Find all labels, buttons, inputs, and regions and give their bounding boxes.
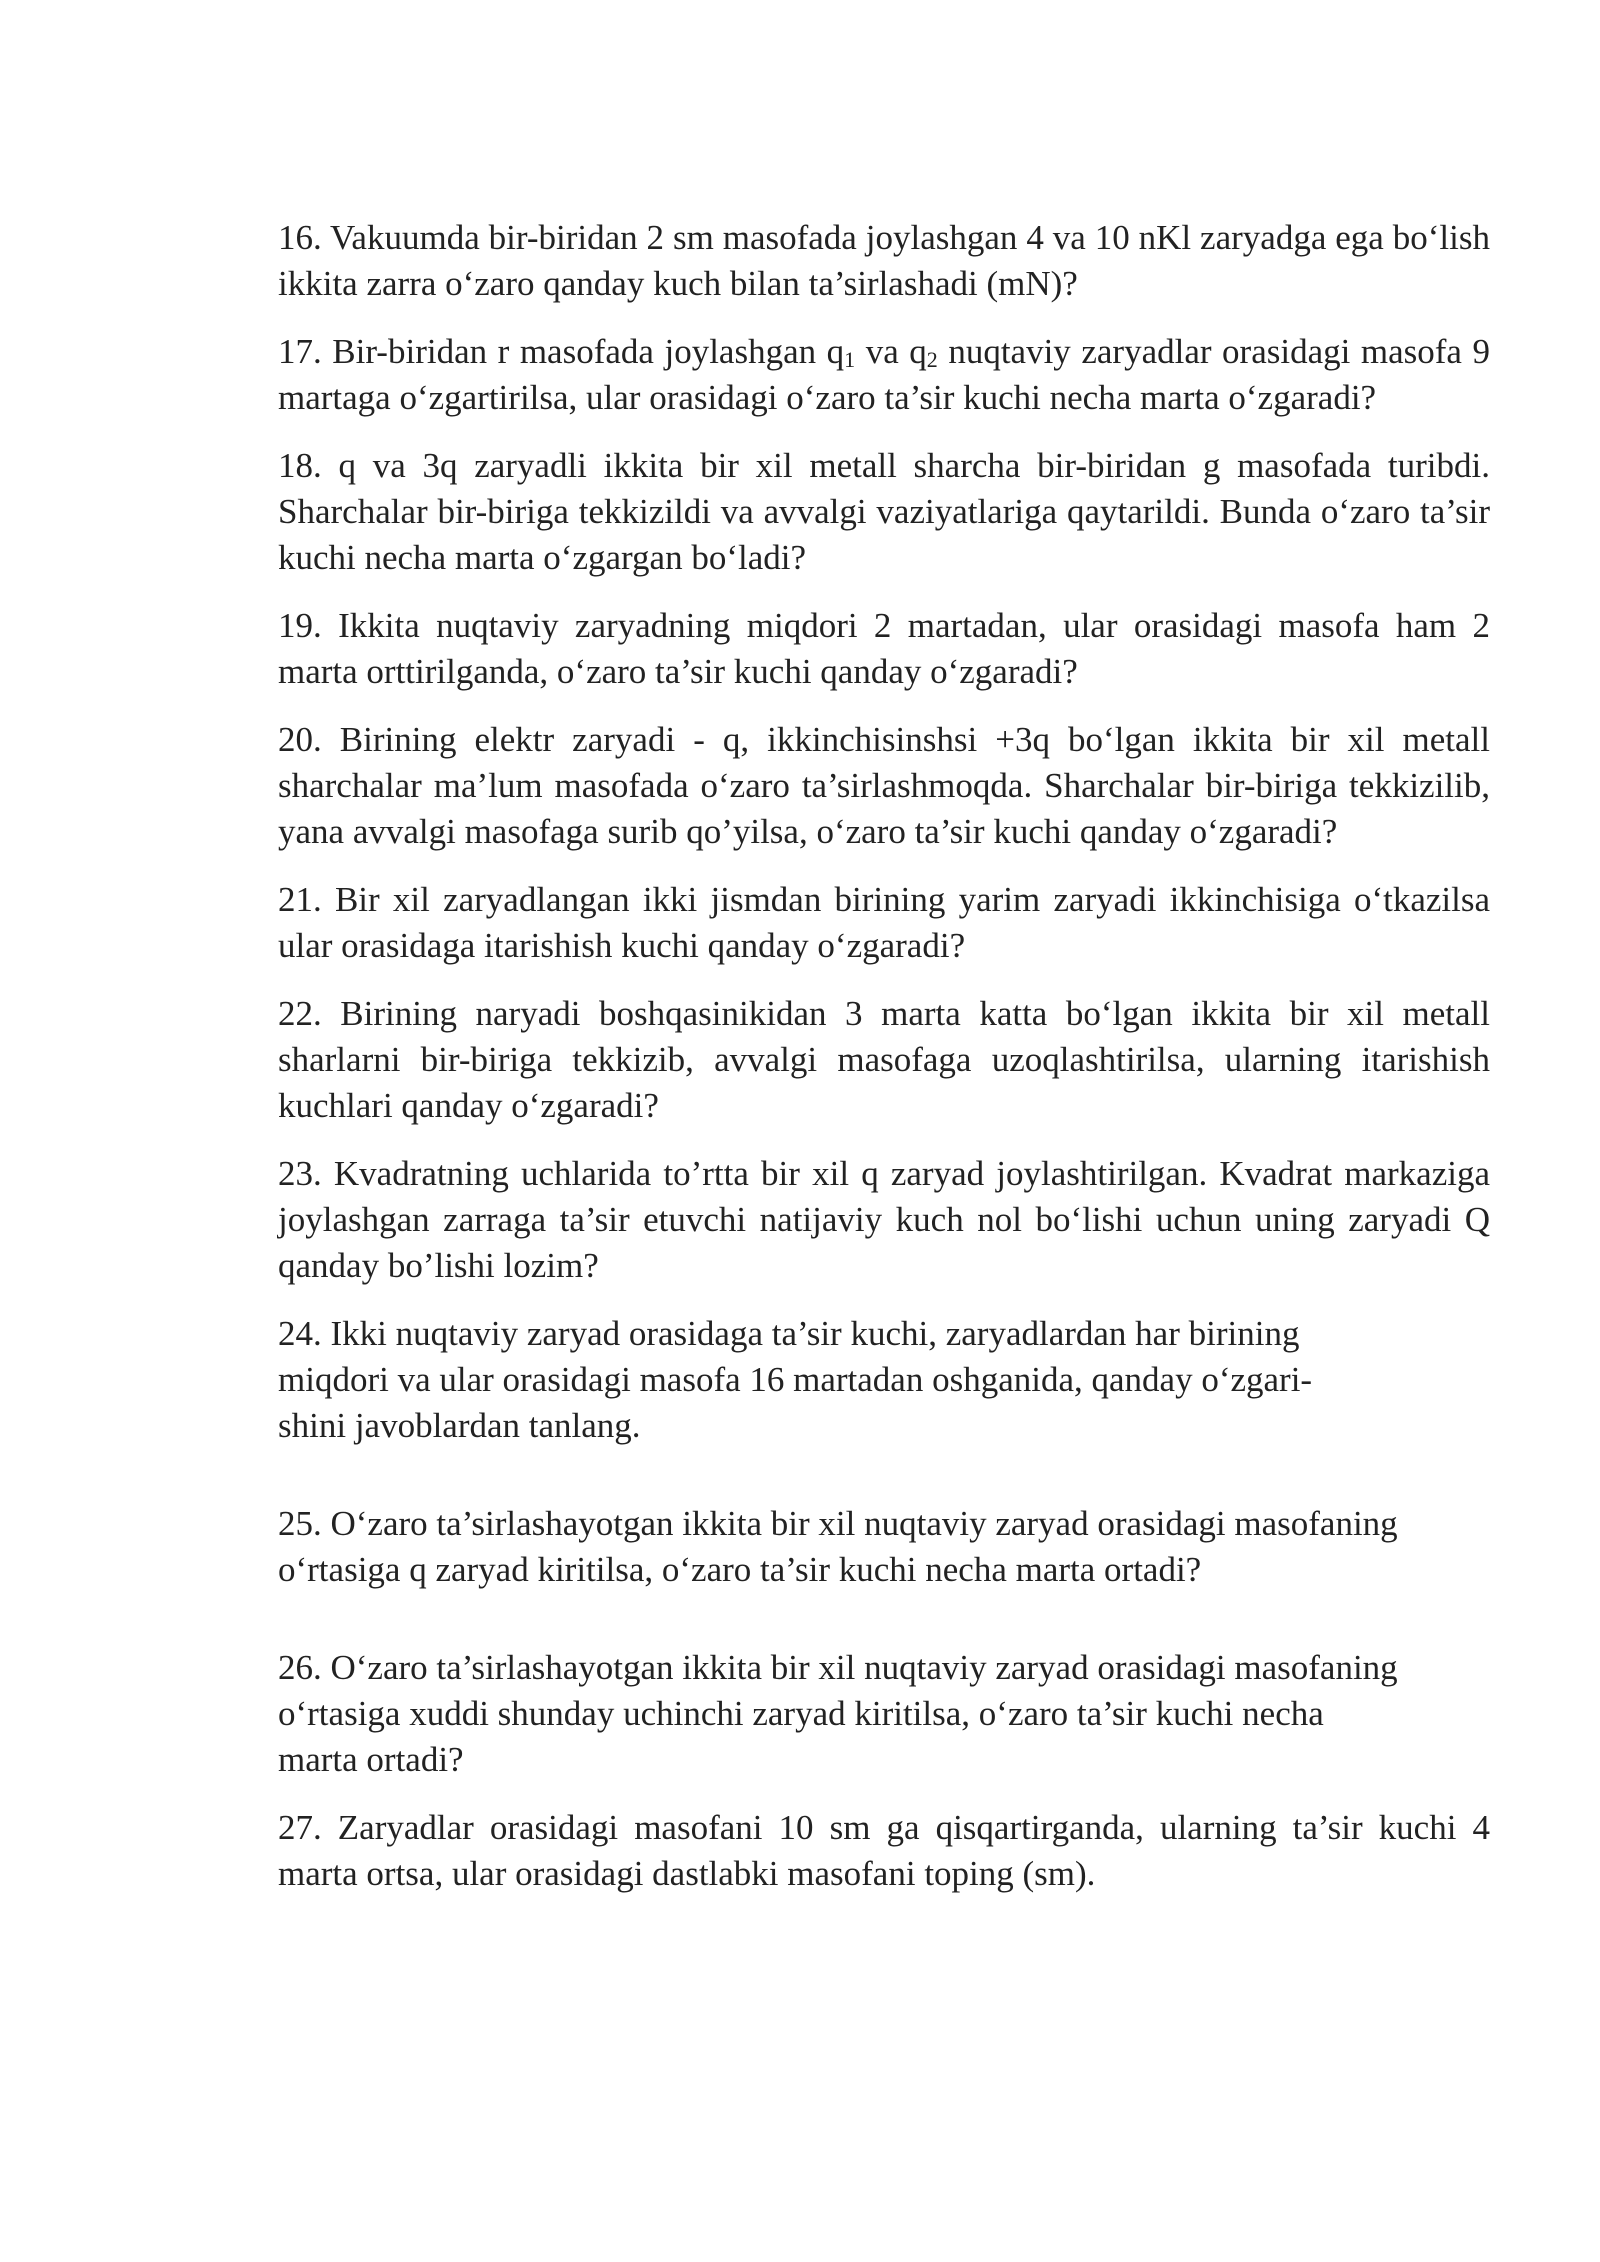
question-17-text-a: 17. Bir-biridan r masofada joylashgan q	[278, 332, 845, 371]
question-26-line-2: o‘rtasiga xuddi shunday uchinchi zaryad kiritilsa, o‘zaro ta’sir kuchi necha	[278, 1694, 1324, 1733]
question-list	[278, 215, 1490, 1919]
question-24-line-1: 24. Ikki nuqtaviy zaryad orasidaga ta’sir kuchi, zaryadlardan har birining	[278, 1314, 1300, 1353]
question-17	[278, 329, 1490, 421]
question-17-text-b: va q	[855, 332, 927, 371]
question-24-line-3: shini javoblardan tanlang.	[278, 1406, 641, 1445]
question-17-text-c: nuqtaviy zaryadlar orasidagi masofa 9 martaga o‘zgartirilsa, ular orasidagi o‘zaro ta’sir kuchi necha marta o‘zgaradi?	[278, 332, 1490, 417]
question-22: 22. Birining naryadi boshqasinikidan 3 marta katta bo‘lgan ikkita bir xil metall sharlarni bir-biriga tekkizib, avvalgi masofaga uzoqlashtirilsa, ularning itarishish kuchlari qanday o‘zgaradi?	[278, 994, 1490, 1125]
question-25-line-1: 25. O‘zaro ta’sirlashayotgan ikkita bir xil nuqtaviy zaryad orasidagi masofaning	[278, 1504, 1398, 1543]
question-16: 16. Vakuumda bir-biridan 2 sm masofada joylashgan 4 va 10 nKl zaryadga ega bo‘lish ikkita zarra o‘zaro qanday kuch bilan ta’sirlashadi (mN)?	[278, 218, 1490, 303]
subscript-1: 1	[844, 347, 856, 372]
question-19: 19. Ikkita nuqtaviy zaryadning miqdori 2 martadan, ular orasidagi masofa ham 2 marta orttirilganda, o‘zaro ta’sir kuchi qanday o‘zgaradi?	[278, 606, 1490, 691]
question-26-line-1: 26. O‘zaro ta’sirlashayotgan ikkita bir xil nuqtaviy zaryad orasidagi masofaning	[278, 1648, 1398, 1687]
question-24-line-2: miqdori va ular orasidagi masofa 16 martadan oshganida, qanday o‘zgari-	[278, 1360, 1313, 1399]
question-26	[278, 1645, 1490, 1783]
question-25	[278, 1501, 1490, 1593]
question-20: 20. Birining elektr zaryadi - q, ikkinchisinshsi +3q bo‘lgan ikkita bir xil metall sharchalar ma’lum masofada o‘zaro ta’sirlashmoqda. Sharchalar bir-biriga tekkizilib, yana avvalgi masofaga surib qo’yilsa, o‘zaro ta’sir kuchi qanday o‘zgaradi?	[278, 720, 1490, 851]
question-18: 18. q va 3q zaryadli ikkita bir xil metall sharcha bir-biridan g masofada turibdi. Sharchalar bir-biriga tekkizildi va avvalgi vaziyatlariga qaytarildi. Bunda o‘zaro ta’sir kuchi necha marta o‘zgargan bo‘ladi?	[278, 446, 1490, 577]
question-21: 21. Bir xil zaryadlangan ikki jismdan birining yarim zaryadi ikkinchisiga o‘tkazilsa ular orasidaga itarishish kuchi qanday o‘zgaradi?	[278, 880, 1490, 965]
question-26-line-3: marta ortadi?	[278, 1740, 464, 1779]
question-24	[278, 1311, 1490, 1449]
subscript-2: 2	[926, 347, 938, 372]
question-23: 23. Kvadratning uchlarida to’rtta bir xil q zaryad joylashtirilgan. Kvadrat markaziga joylashgan zarraga ta’sir etuvchi natijaviy kuch nol bo‘lishi uchun uning zaryadi Q qanday bo’lishi lozim?	[278, 1154, 1490, 1285]
question-27: 27. Zaryadlar orasidagi masofani 10 sm ga qisqartirganda, ularning ta’sir kuchi 4 marta ortsa, ular orasidagi dastlabki masofani toping (sm).	[278, 1808, 1490, 1893]
question-25-line-2: o‘rtasiga q zaryad kiritilsa, o‘zaro ta’sir kuchi necha marta ortadi?	[278, 1550, 1202, 1589]
